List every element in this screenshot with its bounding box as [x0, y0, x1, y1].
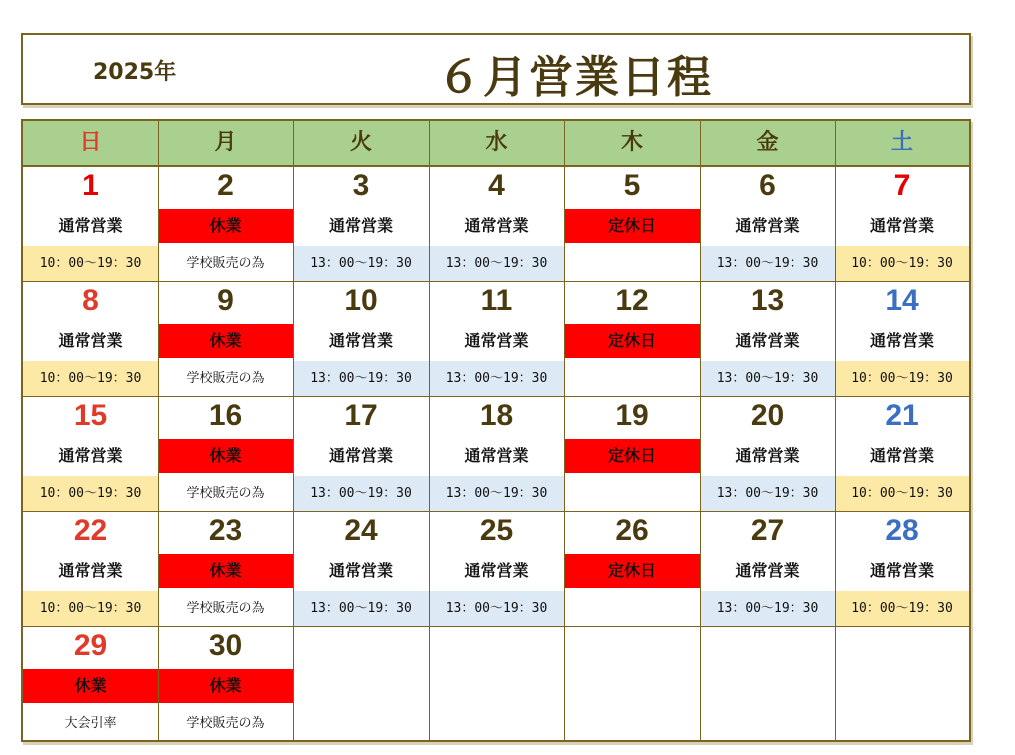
- business-hours: 10：00～19：30: [835, 476, 969, 511]
- open-status-label: 通常営業: [735, 216, 800, 235]
- day-number: 4: [488, 169, 505, 202]
- closed-status-badge: 定休日: [564, 554, 700, 588]
- closed-status-badge: 休業: [158, 554, 293, 588]
- day-number: 10: [344, 284, 378, 317]
- day-cell-8: [23, 282, 158, 397]
- business-hours: 13：00～19：30: [700, 476, 835, 511]
- closure-note: 大会引率: [64, 716, 117, 731]
- closure-note: 学校販売の為: [186, 371, 265, 386]
- closed-status-badge: 定休日: [564, 324, 700, 358]
- column-divider: [835, 121, 836, 742]
- day-cell-11: [429, 282, 564, 397]
- day-number: 19: [615, 399, 649, 432]
- open-status-label: 通常営業: [328, 331, 393, 350]
- calendar-header: [21, 33, 971, 105]
- day-number: 20: [750, 399, 785, 432]
- day-number: 3: [352, 169, 370, 202]
- open-status-label: 通常営業: [58, 216, 123, 235]
- day-number: 15: [73, 399, 108, 432]
- day-number: 9: [217, 284, 234, 317]
- day-cell-4: [429, 167, 564, 282]
- business-hours: 10：00～19：30: [835, 591, 969, 626]
- day-number: 2: [217, 169, 234, 202]
- day-cell-10: [293, 282, 429, 397]
- business-hours: 13：00～19：30: [293, 246, 429, 281]
- open-status-label: 通常営業: [58, 561, 123, 580]
- closed-status-badge: 休業: [158, 439, 293, 473]
- day-cell-23: [158, 512, 293, 627]
- business-hours: 13：00～19：30: [700, 591, 835, 626]
- business-hours: 13：00～19：30: [700, 361, 835, 396]
- day-cell-27: [700, 512, 835, 627]
- open-status-label: 通常営業: [869, 216, 934, 235]
- day-number: 12: [615, 284, 649, 317]
- day-number: 8: [82, 284, 99, 317]
- day-number: 14: [885, 284, 919, 317]
- day-cell-15: [23, 397, 158, 512]
- day-cell-2: [158, 167, 293, 282]
- day-number: 1: [82, 169, 99, 202]
- day-number: 28: [885, 514, 919, 547]
- business-hours: 13：00～19：30: [429, 361, 564, 396]
- row-divider: [23, 626, 969, 627]
- column-divider: [158, 121, 159, 742]
- weekday-fri: 金: [756, 130, 779, 155]
- day-cell-24: [293, 512, 429, 627]
- day-number: 26: [615, 514, 649, 547]
- open-status-label: 通常営業: [464, 561, 529, 580]
- business-hours: 10：00～19：30: [23, 476, 158, 511]
- business-hours: 13：00～19：30: [429, 246, 564, 281]
- day-number: 5: [623, 169, 641, 202]
- day-cell-17: [293, 397, 429, 512]
- closure-note: 学校販売の為: [186, 256, 265, 271]
- empty-day-cell: [564, 627, 700, 742]
- row-divider: [23, 396, 969, 397]
- open-status-label: 通常営業: [328, 216, 393, 235]
- open-status-label: 通常営業: [735, 561, 800, 580]
- business-hours: 13：00～19：30: [293, 476, 429, 511]
- day-number: 25: [479, 514, 514, 547]
- open-status-label: 通常営業: [58, 446, 123, 465]
- open-status-label: 通常営業: [735, 331, 800, 350]
- day-number: 11: [480, 284, 513, 317]
- business-hours: 13：00～19：30: [429, 591, 564, 626]
- day-cell-20: [700, 397, 835, 512]
- day-cell-25: [429, 512, 564, 627]
- day-number: 16: [208, 399, 243, 432]
- day-cell-9: [158, 282, 293, 397]
- day-cell-19: [564, 397, 700, 512]
- business-hours: 10：00～19：30: [835, 361, 969, 396]
- day-number: 27: [750, 514, 785, 547]
- business-hours: 10：00～19：30: [835, 246, 969, 281]
- day-cell-5: [564, 167, 700, 282]
- calendar-grid: [21, 119, 971, 742]
- day-cell-30: [158, 627, 293, 742]
- day-cell-22: [23, 512, 158, 627]
- empty-day-cell: [429, 627, 564, 742]
- weekday-sun: 日: [79, 130, 102, 155]
- day-cell-7: [835, 167, 969, 282]
- open-status-label: 通常営業: [464, 331, 529, 350]
- day-number: 18: [479, 399, 514, 432]
- day-number: 23: [208, 514, 243, 547]
- row-divider: [23, 511, 969, 512]
- day-cell-28: [835, 512, 969, 627]
- open-status-label: 通常営業: [464, 216, 529, 235]
- weekday-sat: 土: [890, 130, 913, 155]
- closed-status-badge: 休業: [158, 324, 293, 358]
- day-cell-18: [429, 397, 564, 512]
- empty-day-cell: [700, 627, 835, 742]
- column-divider: [293, 121, 294, 742]
- open-status-label: 通常営業: [735, 446, 800, 465]
- row-divider: [23, 281, 969, 282]
- page-title: ６月営業日程: [437, 52, 713, 103]
- business-hours: 13：00～19：30: [293, 361, 429, 396]
- open-status-label: 通常営業: [869, 561, 934, 580]
- weekday-mon: 月: [214, 130, 237, 155]
- column-divider: [564, 121, 565, 742]
- day-number: 21: [885, 399, 919, 432]
- closed-status-badge: 休業: [158, 669, 293, 703]
- day-cell-1: [23, 167, 158, 282]
- weekday-header-row: [23, 121, 969, 167]
- day-number: 6: [759, 169, 776, 202]
- open-status-label: 通常営業: [869, 331, 934, 350]
- day-cell-16: [158, 397, 293, 512]
- weekday-thu: 木: [620, 130, 643, 155]
- business-hours: 10：00～19：30: [23, 591, 158, 626]
- closed-status-badge: 休業: [158, 209, 293, 243]
- closure-note: 学校販売の為: [186, 486, 265, 501]
- open-status-label: 通常営業: [58, 331, 123, 350]
- day-cell-13: [700, 282, 835, 397]
- day-number: 22: [73, 514, 108, 547]
- weekday-wed: 水: [485, 130, 508, 155]
- day-number: 17: [344, 399, 378, 432]
- business-hours: 10：00～19：30: [23, 361, 158, 396]
- day-number: 29: [73, 629, 108, 662]
- empty-day-cell: [835, 627, 969, 742]
- closure-note: 学校販売の為: [186, 601, 265, 616]
- day-number: 7: [893, 169, 911, 202]
- day-cell-12: [564, 282, 700, 397]
- empty-day-cell: [293, 627, 429, 742]
- day-cell-26: [564, 512, 700, 627]
- closure-note: 学校販売の為: [186, 716, 265, 731]
- day-cell-3: [293, 167, 429, 282]
- column-divider: [700, 121, 701, 742]
- day-number: 30: [208, 629, 243, 662]
- business-hours: 13：00～19：30: [293, 591, 429, 626]
- day-cell-29: [23, 627, 158, 742]
- open-status-label: 通常営業: [328, 446, 393, 465]
- business-hours: 13：00～19：30: [429, 476, 564, 511]
- closed-status-badge: 休業: [23, 669, 158, 703]
- open-status-label: 通常営業: [464, 446, 529, 465]
- weekday-tue: 火: [349, 130, 372, 155]
- business-hours: 13：00～19：30: [700, 246, 835, 281]
- day-number: 13: [750, 284, 785, 317]
- year-label: 2025年: [93, 60, 177, 85]
- day-cell-21: [835, 397, 969, 512]
- day-number: 24: [344, 514, 378, 547]
- business-hours: 10：00～19：30: [23, 246, 158, 281]
- open-status-label: 通常営業: [328, 561, 393, 580]
- day-cell-6: [700, 167, 835, 282]
- closed-status-badge: 定休日: [564, 209, 700, 243]
- open-status-label: 通常営業: [869, 446, 934, 465]
- column-divider: [429, 121, 430, 742]
- closed-status-badge: 定休日: [564, 439, 700, 473]
- day-cell-14: [835, 282, 969, 397]
